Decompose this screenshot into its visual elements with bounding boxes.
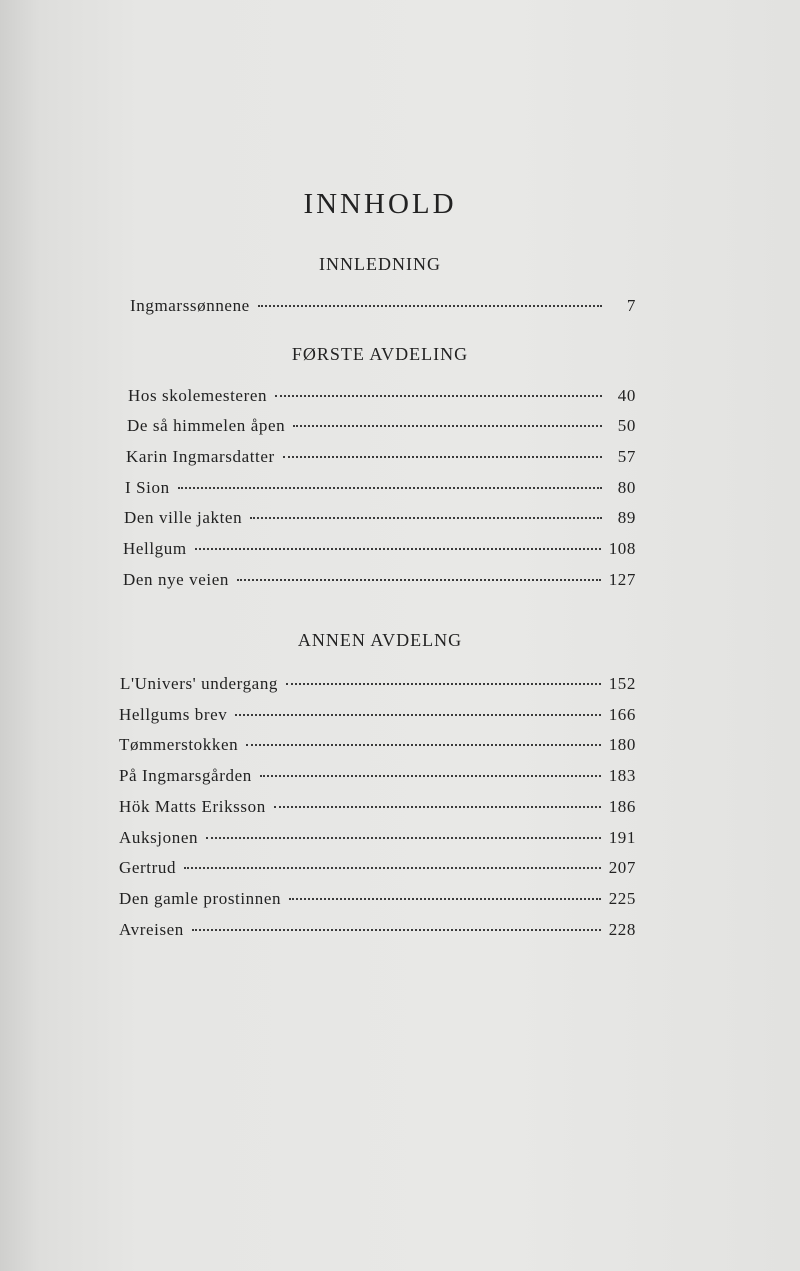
- toc-entry: [126, 447, 636, 471]
- dot-leader: [293, 425, 602, 427]
- entry-title: Hellgum: [123, 539, 187, 558]
- entry-title: L'Univers' undergang: [120, 674, 279, 693]
- toc-entry: [123, 539, 636, 563]
- toc-entry: [119, 735, 636, 759]
- toc-entry: [119, 920, 636, 944]
- dot-leader: [192, 929, 601, 931]
- dot-leader: [250, 517, 602, 519]
- entry-title: Ingmarssønnene: [130, 296, 250, 315]
- entry-page-number: 7: [626, 296, 636, 315]
- entry-page-number: 191: [608, 828, 636, 847]
- entry-title: I Sion: [125, 478, 170, 497]
- page-title: INNHOLD: [303, 188, 457, 220]
- entry-page-number: 127: [608, 570, 636, 589]
- toc-entry: [127, 416, 636, 440]
- entry-page-number: 166: [608, 705, 636, 724]
- entry-page-number: 186: [608, 797, 636, 816]
- entry-title: Hellgums brev: [119, 705, 228, 724]
- toc-entry: [119, 705, 636, 729]
- section-heading-annen-avdelng: ANNEN AVDELNG: [297, 630, 463, 650]
- dot-leader: [274, 806, 601, 808]
- entry-page-number: 50: [617, 416, 636, 435]
- entry-page-number: 225: [608, 889, 636, 908]
- toc-entry: [120, 674, 636, 698]
- dot-leader: [184, 867, 601, 869]
- dot-leader: [246, 744, 600, 746]
- toc-entry: [119, 889, 636, 913]
- section-heading-innledning: INNLEDNING: [319, 254, 441, 274]
- entry-page-number: 89: [617, 508, 636, 527]
- dot-leader: [235, 714, 600, 716]
- toc-entry: [128, 386, 636, 410]
- entry-page-number: 180: [608, 735, 636, 754]
- toc-entry: [125, 478, 636, 502]
- toc-entry: [130, 296, 636, 320]
- entry-title: Karin Ingmarsdatter: [126, 447, 275, 466]
- entry-title: På Ingmarsgården: [119, 766, 252, 785]
- entry-page-number: 108: [608, 539, 636, 558]
- entry-title: Hos skolemesteren: [128, 386, 268, 405]
- entry-page-number: 152: [608, 674, 636, 693]
- dot-leader: [275, 395, 602, 397]
- dot-leader: [260, 775, 601, 777]
- dot-leader: [258, 305, 602, 307]
- entry-page-number: 57: [617, 447, 636, 466]
- entry-title: Tømmerstokken: [119, 735, 239, 754]
- entry-page-number: 228: [608, 920, 636, 939]
- dot-leader: [195, 548, 601, 550]
- dot-leader: [206, 837, 601, 839]
- entry-title: Den gamle prostinnen: [119, 889, 282, 908]
- dot-leader: [289, 898, 601, 900]
- entry-page-number: 80: [617, 478, 636, 497]
- entry-page-number: 207: [608, 858, 636, 877]
- toc-entry: [124, 508, 636, 532]
- entry-title: Den ville jakten: [124, 508, 243, 527]
- entry-title: Den nye veien: [123, 570, 229, 589]
- entry-title: Gertrud: [119, 858, 177, 877]
- toc-entry: [119, 766, 636, 790]
- dot-leader: [237, 579, 601, 581]
- entry-title: Hök Matts Eriksson: [119, 797, 266, 816]
- toc-entry: [123, 570, 636, 594]
- dot-leader: [286, 683, 601, 685]
- dot-leader: [283, 456, 602, 458]
- entry-page-number: 40: [617, 386, 636, 405]
- toc-entry: [119, 858, 636, 882]
- toc-entry: [119, 828, 636, 852]
- section-heading-forste-avdeling: FØRSTE AVDELING: [291, 344, 469, 364]
- entry-page-number: 183: [608, 766, 636, 785]
- entry-title: Avreisen: [119, 920, 184, 939]
- entry-title: De så himmelen åpen: [127, 416, 286, 435]
- toc-entry: [119, 797, 636, 821]
- dot-leader: [178, 487, 602, 489]
- entry-title: Auksjonen: [119, 828, 199, 847]
